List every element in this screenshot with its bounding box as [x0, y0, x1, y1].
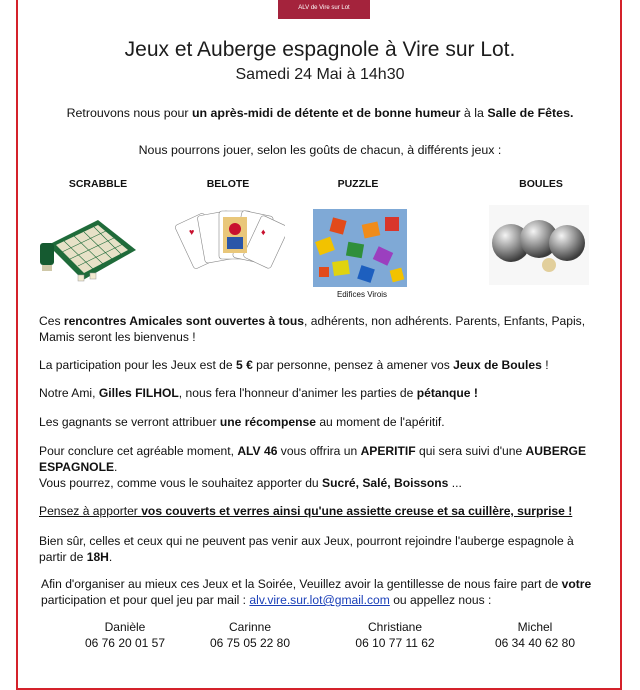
email-link[interactable]: alv.vire.sur.lot@gmail.com — [249, 593, 390, 607]
svg-text:♦: ♦ — [261, 227, 266, 237]
game-label-puzzle: PUZZLE — [337, 178, 379, 190]
contact-christiane: Christiane 06 10 77 11 62 — [355, 620, 435, 650]
paragraph-contact: Afin d'organiser au mieux ces Jeux et la Soirée, Veuillez avoir la gentillesse de nous faire part de votre participation et pour quel jeu par mail : alv.vire.sur.lot@gmail.com ou appellez nous : — [41, 577, 592, 607]
svg-text:♥: ♥ — [189, 227, 195, 237]
paragraph-evening: Bien sûr, celles et ceux qui ne peuvent pas venir aux Jeux, pourront rejoindre l'auberge espagnole à partir de 18H. — [39, 534, 574, 564]
contact-michel: Michel 06 34 40 62 80 — [494, 620, 576, 650]
paragraph-host: Notre Ami, Gilles FILHOL, nous fera l'honneur d'animer les parties de pétanque ! — [39, 386, 478, 400]
game-label-belote: BELOTE — [206, 178, 250, 190]
petanque-balls-icon — [489, 205, 589, 285]
playing-cards-icon — [175, 205, 285, 285]
puzzle-pieces-icon — [313, 209, 407, 287]
contacts-row — [0, 620, 640, 660]
paragraph-price: La participation pour les Jeux est de 5 € par personne, pensez à amener vos Jeux de Boules ! — [39, 358, 549, 372]
logo-text: ALV de Vire sur Lot — [298, 5, 350, 11]
paragraph-reward: Les gagnants se verront attribuer une récompense au moment de l'apéritif. — [39, 415, 445, 429]
alv-logo — [278, 0, 370, 19]
paragraph-bring-cutlery: Pensez à apporter vos couverts et verres ainsi qu'une assiette creuse et sa cuillère, surprise ! — [39, 504, 573, 518]
page-title: Jeux et Auberge espagnole à Vire sur Lot. — [124, 38, 516, 61]
intro-text: Retrouvons nous pour un après-midi de détente et de bonne humeur à la Salle de Fêtes. — [66, 106, 574, 120]
games-intro: Nous pourrons jouer, selon les goûts de chacun, à différents jeux : — [138, 143, 502, 157]
paragraph-welcome: Ces rencontres Amicales sont ouvertes à tous, adhérents, non adhérents. Parents, Enfants, Papis, Mamis seront les bienvenus ! — [39, 314, 586, 344]
game-label-scrabble: SCRABBLE — [68, 178, 128, 190]
paragraph-aperitif: Pour conclure cet agréable moment, ALV 46 vous offrira un APERITIF qui sera suivi d'une AUBERGE ESPAGNOLE. Vous pourrez, comme vous le souhaitez apporter du Sucré, Salé, Boissons ... — [39, 444, 587, 490]
contact-carinne: Carinne 06 75 05 22 80 — [209, 620, 291, 650]
scrabble-board-icon — [38, 205, 138, 285]
puzzle-caption: Edifices Virois — [336, 290, 388, 299]
event-date: Samedi 24 Mai à 14h30 — [235, 66, 405, 83]
game-label-boules: BOULES — [519, 178, 563, 190]
contact-daniele: Danièle 06 76 20 01 57 — [84, 620, 166, 650]
